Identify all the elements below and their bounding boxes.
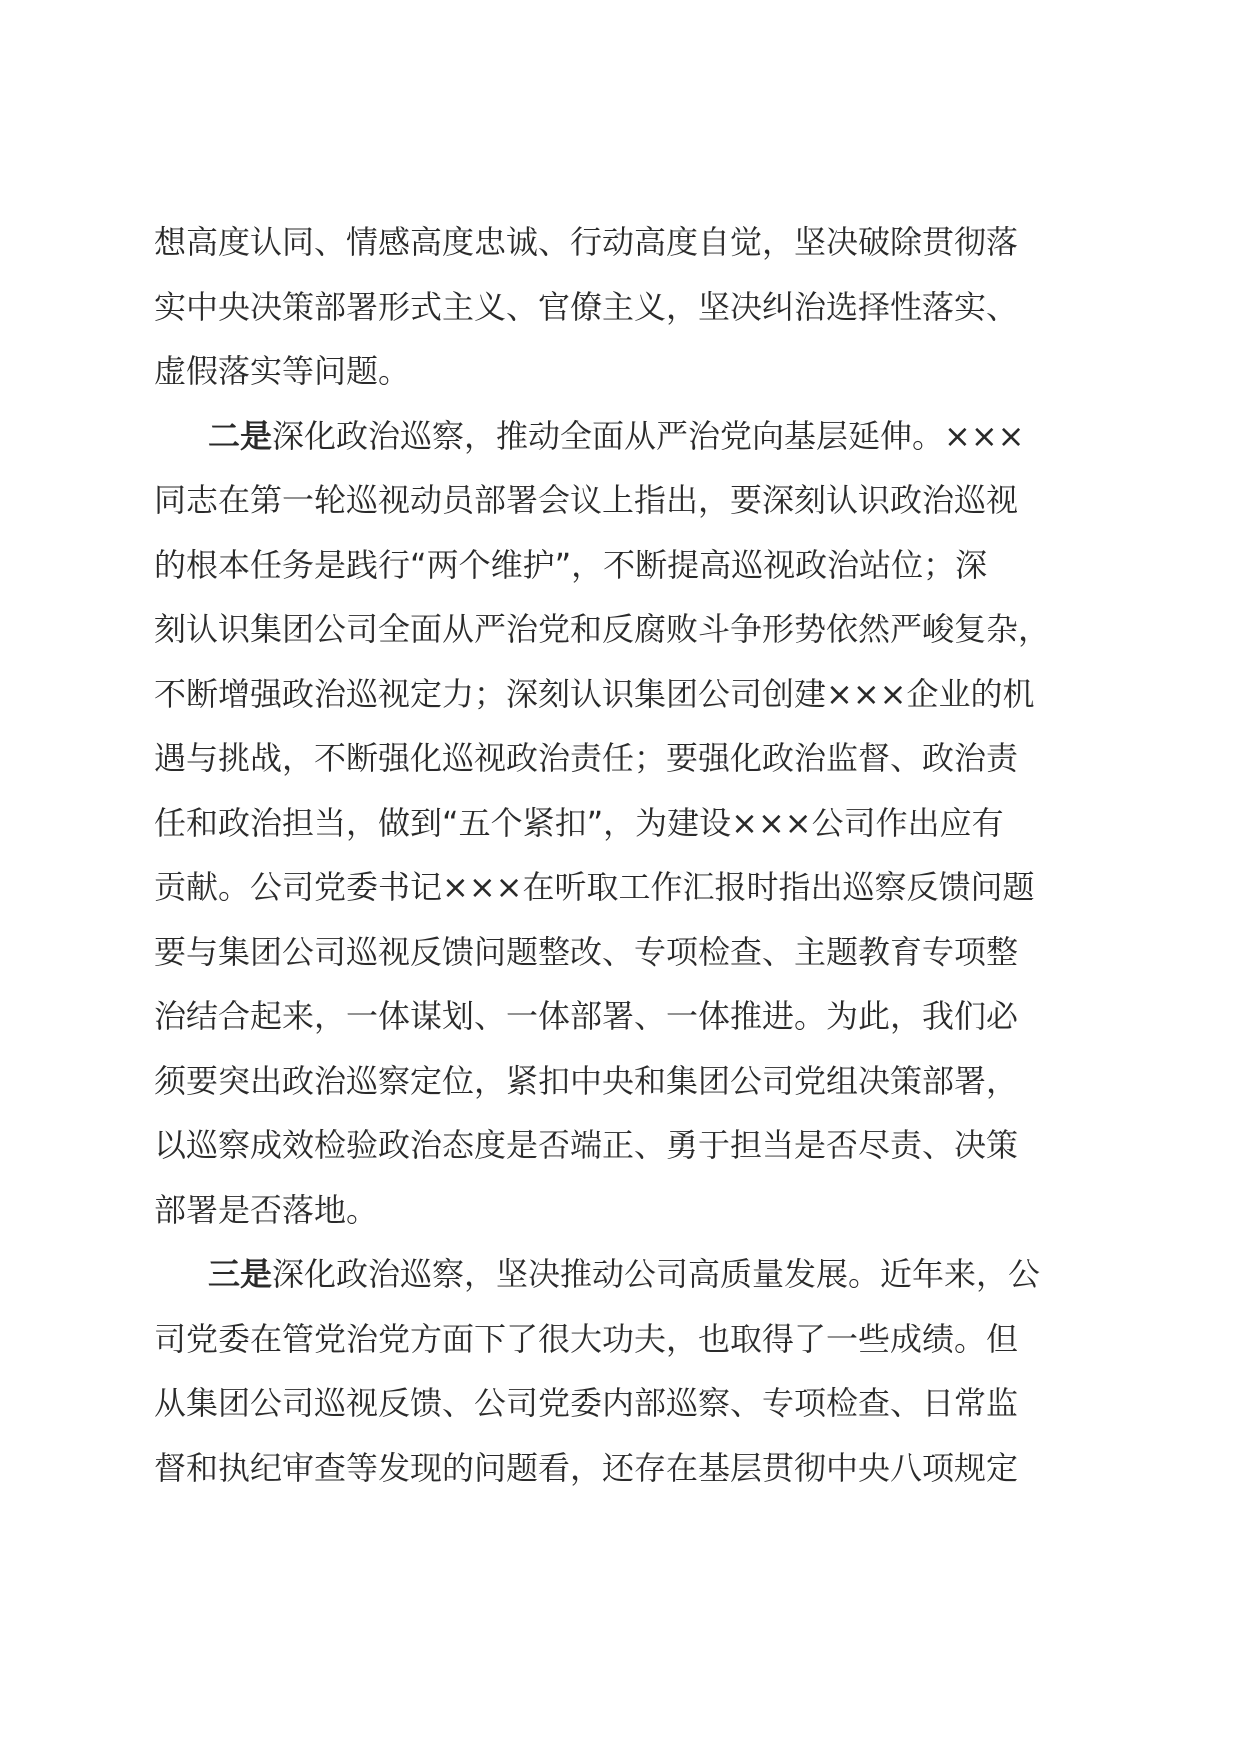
paragraph-line: 虚假落实等问题。: [154, 352, 411, 390]
paragraph-line: 实中央决策部署形式主义、官僚主义，坚决纠治选择性落实、: [154, 287, 1019, 326]
paragraph-line: 司党委在管党治党方面下了很大功夫，也取得了一些成绩。但: [154, 1319, 1019, 1358]
paragraph-1: [154, 210, 1086, 404]
paragraph-lead: 二是: [208, 416, 273, 455]
paragraph-line: 部署是否落地。: [154, 1190, 379, 1229]
paragraph-line: 要与集团公司巡视反馈问题整改、专项检查、主题教育专项整: [154, 932, 1019, 971]
paragraph-line: 的根本任务是践行“两个维护”，不断提高巡视政治站位；深: [154, 545, 988, 584]
document-body: [154, 210, 1086, 1500]
paragraph-first-line: [154, 404, 1086, 469]
paragraph-line-text: 深化政治巡察，坚决推动公司高质量发展。近年来，公: [272, 1255, 1041, 1293]
paragraph-line: 不断增强政治巡视定力；深刻认识集团公司创建×××企业的机: [154, 674, 1035, 713]
paragraph-first-line: [154, 1242, 1086, 1307]
paragraph-lead: 三是: [208, 1255, 273, 1293]
paragraph-line: 以巡察成效检验政治态度是否端正、勇于担当是否尽责、决策: [154, 1126, 1019, 1164]
paragraph-line: 贡献。公司党委书记×××在听取工作汇报时指出巡察反馈问题: [154, 868, 1035, 906]
paragraph-line: 治结合起来，一体谋划、一体部署、一体推进。为此，我们必: [154, 997, 1019, 1035]
paragraph-line: 同志在第一轮巡视动员部署会议上指出，要深刻认识政治巡视: [154, 481, 1019, 519]
paragraph-3: [154, 1242, 1086, 1500]
paragraph-line: 任和政治担当，做到“五个紧扣”，为建设×××公司作出应有: [154, 803, 1004, 842]
paragraph-line-text: 深化政治巡察，推动全面从严治党向基层延伸。×××: [272, 416, 1025, 455]
paragraph-line: 须要突出政治巡察定位，紧扣中央和集团公司党组决策部署，: [154, 1061, 1019, 1100]
paragraph-line: 从集团公司巡视反馈、公司党委内部巡察、专项检查、日常监: [154, 1384, 1019, 1422]
paragraph-line: 想高度认同、情感高度忠诚、行动高度自觉，坚决破除贯彻落: [154, 223, 1019, 261]
paragraph-2: [154, 404, 1086, 1243]
paragraph-line: 刻认识集团公司全面从严治党和反腐败斗争形势依然严峻复杂，: [154, 610, 1051, 648]
paragraph-line: 遇与挑战，不断强化巡视政治责任；要强化政治监督、政治责: [154, 739, 1019, 777]
paragraph-line: 督和执纪审查等发现的问题看，还存在基层贯彻中央八项规定: [154, 1448, 1019, 1487]
